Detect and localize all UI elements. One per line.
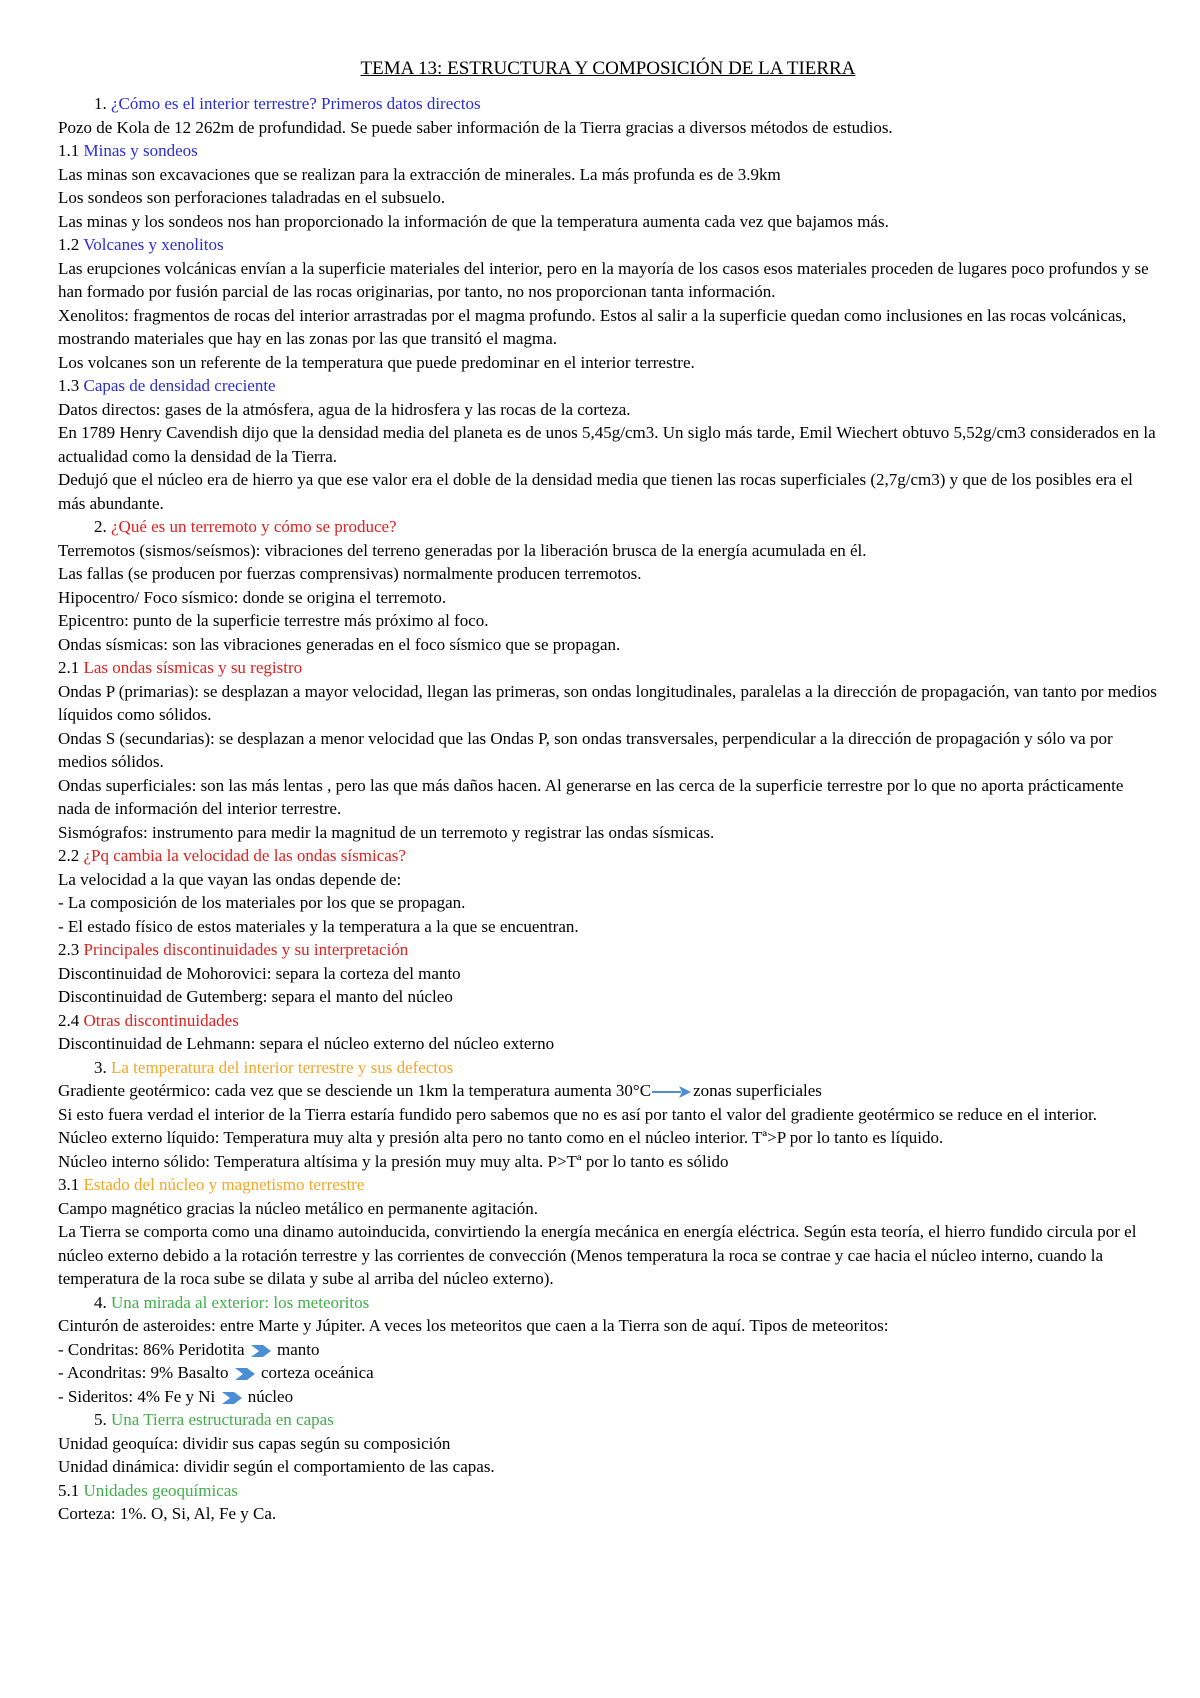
paragraph: Unidad dinámica: dividir según el comportamiento de las capas. xyxy=(58,1457,495,1476)
paragraph: Hipocentro/ Foco sísmico: donde se origina el terremoto. xyxy=(58,587,447,607)
paragraph: La Tierra se comporta como una dinamo autoinducida, convirtiendo la energía mecánica en energía eléctrica. Según esta teoría, el hierro fundido circula por el núcleo externo debido a la rotación terrestre y las corrientes de convección (Menos temperatura la roca se contrae y cae hacia el núcleo interno, cuando la temperatura de la roca sube se dilata y sube al arriba del núcleo externo). xyxy=(58,1222,1137,1288)
arrow-right-icon xyxy=(249,1343,273,1359)
paragraph: Ondas sísmicas: son las vibraciones generadas en el foco sísmico que se propagan. xyxy=(58,634,621,654)
paragraph: Si esto fuera verdad el interior de la Tierra estaría fundido pero sabemos que no es así por tanto el valor del gradiente geotérmico se reduce en el interior. xyxy=(58,1104,1098,1124)
paragraph: La velocidad a la que vayan las ondas depende de: xyxy=(58,869,402,889)
paragraph: Discontinuidad de Gutemberg: separa el manto del núcleo xyxy=(58,987,453,1006)
paragraph: Campo magnético gracias la núcleo metálico en permanente agitación. xyxy=(58,1198,539,1218)
paragraph: Ondas superficiales: son las más lentas , pero las que más daños hacen. Al generarse en las cerca de la superficie terrestre por lo que no aporta prácticamente nada de información del interior terrestre. xyxy=(58,775,1124,818)
list-item: - Sideritos: 4% Fe y Ni núcleo xyxy=(58,1386,294,1406)
paragraph: Datos directos: gases de la atmósfera, agua de la hidrosfera y las rocas de la corteza. xyxy=(58,399,631,419)
list-item: - La composición de los materiales por los que se propagan. xyxy=(58,893,466,912)
paragraph: Ondas S (secundarias): se desplazan a menor velocidad que las Ondas P, son ondas transversales, perpendicular a la dirección de propagación y sólo va por medios sólidos. xyxy=(58,728,1113,771)
paragraph: Discontinuidad de Mohorovici: separa la corteza del manto xyxy=(58,963,461,983)
arrow-right-icon xyxy=(233,1366,257,1382)
list-item: - Acondritas: 9% Basalto corteza oceánica xyxy=(58,1363,374,1382)
paragraph: Las erupciones volcánicas envían a la superficie materiales del interior, pero en la mayoría de los casos esos materiales proceden de lugares poco profundos y se han formado por fusión parcial de las rocas originarias, por tanto, no nos proporcionan tanta información. xyxy=(58,258,1149,301)
paragraph: Corteza: 1%. O, Si, Al, Fe y Ca. xyxy=(58,1504,277,1523)
paragraph: Unidad geoquíca: dividir sus capas según su composición xyxy=(58,1433,451,1453)
paragraph: Cinturón de asteroides: entre Marte y Júpiter. A veces los meteoritos que caen a la Tierra son de aquí. Tipos de meteoritos: xyxy=(58,1316,889,1335)
paragraph: Ondas P (primarias): se desplazan a mayor velocidad, llegan las primeras, son ondas longitudinales, paralelas a la dirección de propagación, van tanto por medios líquidos como sólidos. xyxy=(58,681,1157,724)
paragraph: Epicentro: punto de la superficie terrestre más próximo al foco. xyxy=(58,611,489,630)
section-3-1-heading: 3.1 Estado del núcleo y magnetismo terrestre xyxy=(58,1175,365,1194)
section-1-heading: 1. ¿Cómo es el interior terrestre? Primeros datos directos xyxy=(94,94,481,113)
paragraph: Núcleo externo líquido: Temperatura muy alta y presión alta pero no tanto como en el núcleo interior. Tª>P por lo tanto es líquido. xyxy=(58,1128,944,1147)
paragraph: Terremotos (sismos/seísmos): vibraciones del terreno generadas por la liberación brusca de la energía acumulada en él. xyxy=(58,540,867,560)
section-3-heading: 3. La temperatura del interior terrestre y sus defectos xyxy=(94,1057,454,1077)
section-2-4-heading: 2.4 Otras discontinuidades xyxy=(58,1010,239,1030)
paragraph: Xenolitos: fragmentos de rocas del interior arrastradas por el magma profundo. Estos al salir a la superficie quedan como inclusiones en las rocas volcánicas, mostrando materiales que hay en las zonas por las que transitó el magma. xyxy=(58,305,1127,348)
document-page xyxy=(58,56,1158,1526)
section-2-heading: 2. ¿Qué es un terremoto y cómo se produce? xyxy=(94,517,397,536)
section-2-3-heading: 2.3 Principales discontinuidades y su interpretación xyxy=(58,940,409,959)
paragraph: Sismógrafos: instrumento para medir la magnitud de un terremoto y registrar las ondas sísmicas. xyxy=(58,822,715,842)
section-2-1-heading: 2.1 Las ondas sísmicas y su registro xyxy=(58,658,303,677)
section-1-1-heading: 1.1 Minas y sondeos xyxy=(58,141,198,160)
section-5-heading: 5. Una Tierra estructurada en capas xyxy=(94,1410,334,1429)
long-arrow-right-icon xyxy=(651,1084,693,1100)
paragraph: En 1789 Henry Cavendish dijo que la densidad media del planeta es de unos 5,45g/cm3. Un siglo más tarde, Emil Wiechert obtuvo 5,52g/cm3 considerados en la actualidad como la densidad de la Tierra. xyxy=(58,423,1156,466)
section-2-2-heading: 2.2 ¿Pq cambia la velocidad de las ondas sísmicas? xyxy=(58,846,406,865)
section-5-1-heading: 5.1 Unidades geoquímicas xyxy=(58,1480,238,1500)
section-4-heading: 4. Una mirada al exterior: los meteoritos xyxy=(94,1292,370,1312)
arrow-right-icon xyxy=(220,1390,244,1406)
paragraph: Los sondeos son perforaciones taladradas en el subsuelo. xyxy=(58,188,446,207)
paragraph: Los volcanes son un referente de la temperatura que puede predominar en el interior terrestre. xyxy=(58,352,695,372)
paragraph: Las fallas (se producen por fuerzas comprensivas) normalmente producen terremotos. xyxy=(58,564,642,583)
section-1-3-heading: 1.3 Capas de densidad creciente xyxy=(58,376,276,395)
paragraph: Núcleo interno sólido: Temperatura altísima y la presión muy muy alta. P>Tª por lo tanto es sólido xyxy=(58,1151,729,1171)
section-1-2-heading: 1.2 Volcanes y xenolitos xyxy=(58,235,224,254)
document-title: TEMA 13: ESTRUCTURA Y COMPOSICIÓN DE LA TIERRA xyxy=(360,58,856,79)
paragraph: Dedujó que el núcleo era de hierro ya que ese valor era el doble de la densidad media que tienen las rocas superficiales (2,7g/cm3) y que de los posibles era el más abundante. xyxy=(58,470,1133,513)
paragraph: Discontinuidad de Lehmann: separa el núcleo externo del núcleo externo xyxy=(58,1034,555,1053)
paragraph: Las minas y los sondeos nos han proporcionado la información de que la temperatura aumenta cada vez que bajamos más. xyxy=(58,211,889,231)
list-item: - El estado físico de estos materiales y la temperatura a la que se encuentran. xyxy=(58,916,579,936)
list-item: - Condritas: 86% Peridotita manto xyxy=(58,1339,320,1359)
paragraph: Gradiente geotérmico: cada vez que se desciende un 1km la temperatura aumenta 30°C zonas superficiales xyxy=(58,1081,822,1100)
paragraph: Pozo de Kola de 12 262m de profundidad. Se puede saber información de la Tierra gracias a diversos métodos de estudios. xyxy=(58,117,893,137)
paragraph: Las minas son excavaciones que se realizan para la extracción de minerales. La más profunda es de 3.9km xyxy=(58,164,781,184)
